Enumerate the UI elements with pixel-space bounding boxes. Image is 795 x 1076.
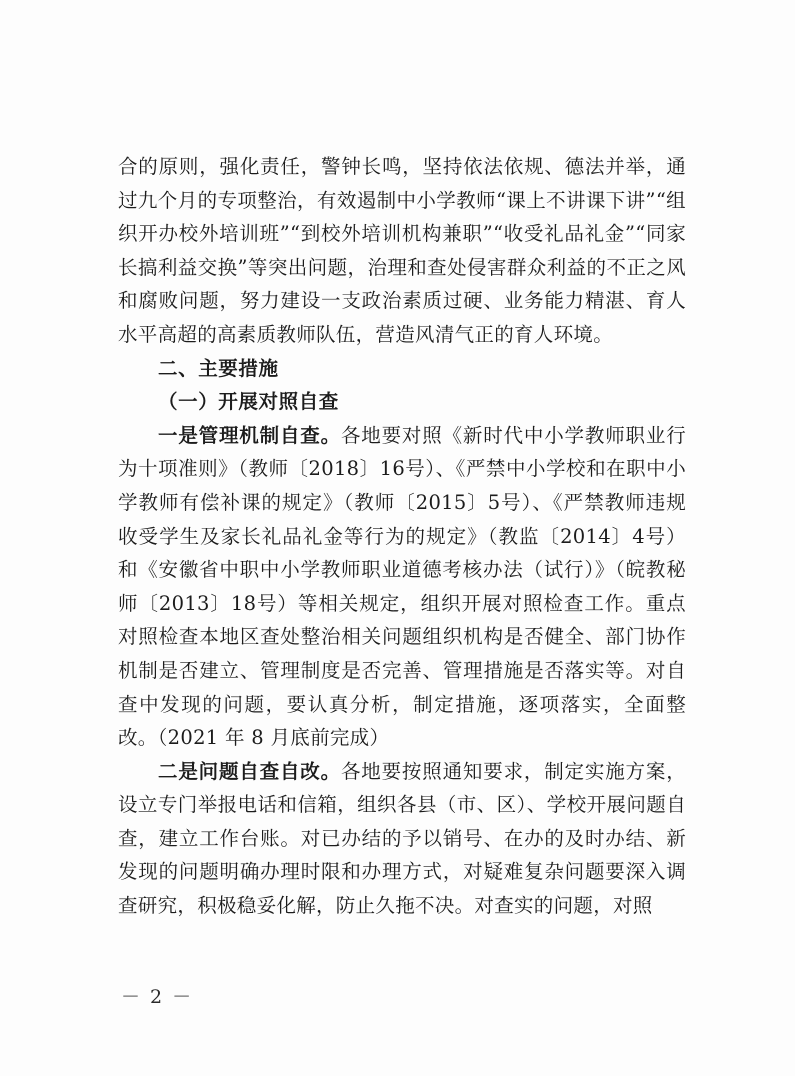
paragraph-lead: 二是问题自查自改。	[158, 759, 341, 783]
paragraph-mechanism-check	[118, 419, 686, 755]
section-heading: 二、主要措施	[158, 356, 279, 380]
document-body	[118, 150, 686, 923]
paragraph-body: 各地要对照《新时代中小学教师职业行为十项准则》（教师〔2018〕16号）、《严禁中小学校和在职中小学教师有偿补课的规定》（教师〔2015〕5号）、《严禁教师违规收受学生及家长礼品礼金等行为的规定》（教监〔2014〕4号）和《安徽省中职中小学教师职业道德考核办法（试行）》（皖教秘师〔2013〕18号）等相关规定，组织开展对照检查工作。重点对照检查本地区查处整治相关问题组织机构是否健全、部门协作机制是否建立、管理制度是否完善、管理措施是否落实等。对自查中发现的问题，要认真分析，制定措施，逐项落实，全面整改。（2021 年 8 月底前完成）	[118, 423, 686, 750]
page-number: － 2 －	[121, 986, 194, 1008]
paragraph-lead: 一是管理机制自查。	[158, 423, 341, 447]
paragraph-body: 各地要按照通知要求，制定实施方案，设立专门举报电话和信箱，组织各县（市、区）、学校开展问题自查，建立工作台账。对已办结的予以销号、在办的及时办结、新发现的问题明确办理时限和办理方式，对疑难复杂问题要深入调查研究，积极稳妥化解，防止久拖不决。对查实的问题，对照	[118, 759, 686, 918]
paragraph-problem-check	[118, 755, 686, 923]
subsection-heading: （一）开展对照自查	[158, 390, 339, 414]
paragraph-continued: 合的原则，强化责任，警钟长鸣，坚持依法依规、德法并举，通过九个月的专项整治，有效遏制中小学教师“课上不讲课下讲”“组织开办校外培训班”“到校外培训机构兼职”“收受礼品礼金”“同家长搞利益交换”等突出问题，治理和查处侵害群众利益的不正之风和腐败问题，努力建设一支政治素质过硬、业务能力精湛、育人水平高超的高素质教师队伍，营造风清气正的育人环境。	[118, 155, 686, 346]
